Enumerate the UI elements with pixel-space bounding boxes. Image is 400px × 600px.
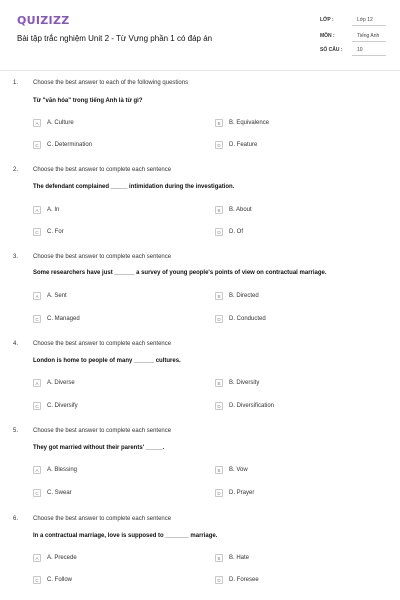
- option-a[interactable]: [33, 465, 77, 475]
- meta-value-class: Lớp 12: [357, 17, 373, 23]
- question-number: 3.: [13, 254, 19, 260]
- option-text: C. Swear: [47, 490, 72, 496]
- option-letter-box: B: [215, 554, 223, 562]
- question-prompt: Some researchers have just ______ a survey of young people's points of view on contractual marriage.: [33, 270, 327, 276]
- option-a[interactable]: [33, 205, 59, 215]
- option-text: C. Managed: [47, 316, 80, 322]
- option-letter-box: C: [33, 402, 41, 410]
- question-instruction: Choose the best answer to complete each sentence: [33, 167, 172, 173]
- option-letter-box: C: [33, 228, 41, 236]
- option-letter-box: D: [215, 489, 223, 497]
- option-letter-box: A: [33, 206, 41, 214]
- option-letter-box: B: [215, 379, 223, 387]
- option-text: B. Diversity: [229, 380, 260, 386]
- option-c[interactable]: [33, 575, 72, 585]
- option-c[interactable]: [33, 314, 80, 324]
- question-instruction: Choose the best answer to complete each sentence: [33, 254, 172, 260]
- question-prompt: The defendant complained _____ intimidation during the investigation.: [33, 184, 235, 190]
- option-text: C. For: [47, 229, 64, 235]
- option-b[interactable]: [215, 553, 249, 563]
- question-number: 2.: [13, 167, 19, 173]
- page-title: Bài tập trắc nghiệm Unit 2 - Từ Vựng phần 1 có đáp án: [17, 34, 213, 43]
- question-number: 5.: [13, 428, 19, 434]
- option-text: D. Of: [229, 229, 244, 235]
- option-letter-box: D: [215, 576, 223, 584]
- option-d[interactable]: [215, 227, 243, 237]
- option-text: A. Precede: [47, 555, 77, 561]
- option-letter-box: C: [33, 141, 41, 149]
- meta-underline: [352, 55, 386, 56]
- option-text: D. Prayer: [229, 490, 255, 496]
- option-d[interactable]: [215, 401, 274, 411]
- worksheet-header: [0, 0, 400, 72]
- option-d[interactable]: [215, 140, 257, 150]
- header-divider: [0, 70, 400, 71]
- option-text: C. Follow: [47, 577, 73, 583]
- question-prompt: Từ "văn hóa" trong tiếng Anh là từ gì?: [33, 98, 143, 104]
- question-number: 6.: [13, 516, 19, 522]
- option-text: C. Determination: [47, 142, 93, 148]
- option-letter-box: D: [215, 315, 223, 323]
- option-letter-box: B: [215, 466, 223, 474]
- meta-value-subject: Tiếng Anh: [357, 33, 380, 39]
- question-instruction: Choose the best answer to complete each sentence: [33, 341, 172, 347]
- option-letter-box: A: [33, 119, 41, 127]
- option-letter-box: D: [215, 228, 223, 236]
- option-text: A. Sent: [47, 293, 67, 299]
- option-text: B. Equivalence: [229, 120, 270, 126]
- option-letter-box: A: [33, 554, 41, 562]
- option-a[interactable]: [33, 118, 74, 128]
- meta-label-class: LỚP :: [320, 17, 334, 23]
- meta-label-count: SỐ CÂU :: [320, 47, 343, 53]
- question-number: 4.: [13, 341, 19, 347]
- question-instruction: Choose the best answer to complete each sentence: [33, 428, 172, 434]
- option-letter-box: D: [215, 141, 223, 149]
- option-letter-box: A: [33, 466, 41, 474]
- meta-label-subject: MÔN :: [320, 33, 335, 39]
- option-text: D. Conducted: [229, 316, 266, 322]
- option-text: D. Feature: [229, 142, 258, 148]
- option-letter-box: C: [33, 576, 41, 584]
- option-text: B. Directed: [229, 293, 259, 299]
- meta-underline: [352, 41, 386, 42]
- meta-value-count: 10: [357, 47, 363, 53]
- question-number: 1.: [13, 80, 19, 86]
- quizizz-logo: QUIZIZZ: [17, 14, 70, 27]
- question-prompt: London is home to people of many ______ cultures.: [33, 358, 181, 364]
- option-letter-box: C: [33, 489, 41, 497]
- option-letter-box: B: [215, 292, 223, 300]
- option-d[interactable]: [215, 488, 254, 498]
- option-letter-box: D: [215, 402, 223, 410]
- option-text: A. Blessing: [47, 467, 78, 473]
- option-letter-box: C: [33, 315, 41, 323]
- option-a[interactable]: [33, 378, 75, 388]
- option-d[interactable]: [215, 314, 266, 324]
- option-text: B. Hate: [229, 555, 250, 561]
- option-letter-box: B: [215, 119, 223, 127]
- option-b[interactable]: [215, 378, 259, 388]
- option-b[interactable]: [215, 291, 259, 301]
- option-text: A. Culture: [47, 120, 74, 126]
- option-text: D. Diversification: [229, 403, 275, 409]
- question-prompt: They got married without their parents' _____.: [33, 445, 165, 451]
- question-prompt: In a contractual marriage, love is supposed to _______ marriage.: [33, 533, 218, 539]
- option-d[interactable]: [215, 575, 259, 585]
- option-a[interactable]: [33, 291, 67, 301]
- question-instruction: Choose the best answer to each of the following questions: [33, 80, 189, 86]
- question-instruction: Choose the best answer to complete each sentence: [33, 516, 172, 522]
- option-c[interactable]: [33, 227, 64, 237]
- meta-underline: [352, 25, 386, 26]
- option-b[interactable]: [215, 118, 269, 128]
- option-text: D. Foresee: [229, 577, 259, 583]
- option-text: A. In: [47, 207, 60, 213]
- option-c[interactable]: [33, 401, 78, 411]
- option-letter-box: A: [33, 292, 41, 300]
- option-letter-box: A: [33, 379, 41, 387]
- option-text: B. Vow: [229, 467, 248, 473]
- option-a[interactable]: [33, 553, 77, 563]
- option-c[interactable]: [33, 488, 72, 498]
- option-text: B. About: [229, 207, 252, 213]
- option-c[interactable]: [33, 140, 92, 150]
- option-b[interactable]: [215, 465, 248, 475]
- option-letter-box: B: [215, 206, 223, 214]
- option-text: A. Diverse: [47, 380, 75, 386]
- option-b[interactable]: [215, 205, 252, 215]
- option-text: C. Diversify: [47, 403, 78, 409]
